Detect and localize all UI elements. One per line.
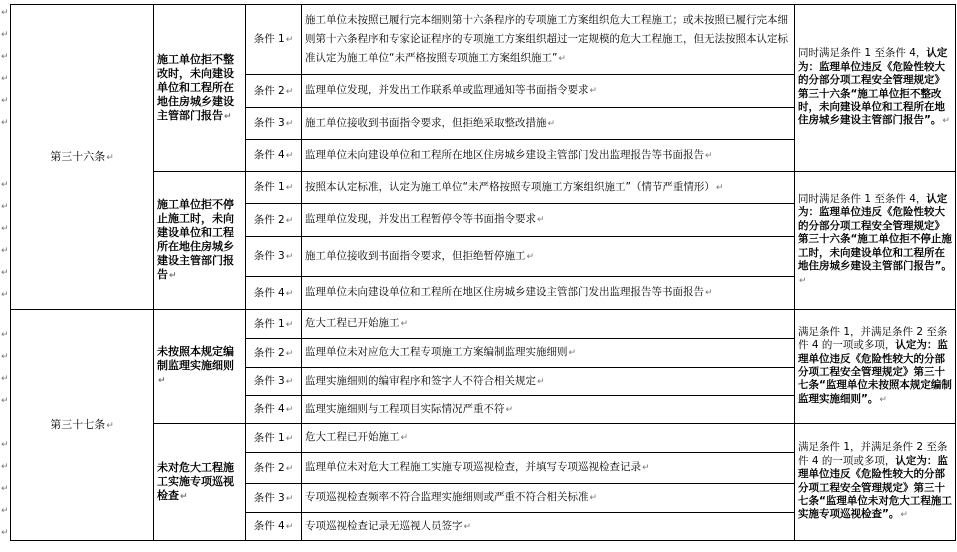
pilcrow-mark: ↵ bbox=[285, 433, 294, 444]
pilcrow-mark: ↵ bbox=[1, 268, 9, 278]
pilcrow-mark: ↵ bbox=[285, 86, 294, 97]
condition-label: 条件 3 bbox=[253, 250, 285, 262]
regulation-criteria-table bbox=[10, 4, 956, 541]
conclusion-cell bbox=[795, 310, 956, 424]
pilcrow-mark: ↵ bbox=[285, 348, 294, 359]
pilcrow-mark: ↵ bbox=[285, 252, 294, 262]
pilcrow-mark: ↵ bbox=[558, 53, 566, 64]
condition-text: 监理单位发现，并发出工程暂停令等书面指令要求 bbox=[305, 213, 536, 225]
condition-text-cell bbox=[302, 368, 795, 396]
condition-label-cell bbox=[246, 453, 302, 484]
conclusion-prefix: 满足条件 1，并满足条件 2 至条件 4 的一项或多项， bbox=[798, 325, 948, 352]
condition-text-cell bbox=[302, 140, 795, 172]
condition-label-cell bbox=[246, 140, 302, 172]
pilcrow-mark: ↵ bbox=[1, 484, 9, 494]
condition-label-cell bbox=[246, 513, 302, 541]
condition-text: 监理单位未对应危大工程专项施工方案编制监理实施细则 bbox=[305, 346, 568, 358]
pilcrow-mark: ↵ bbox=[1, 528, 9, 538]
pilcrow-mark: ↵ bbox=[285, 35, 294, 45]
pilcrow-mark: ↵ bbox=[589, 493, 598, 503]
pilcrow-mark: ↵ bbox=[400, 433, 409, 443]
pilcrow-mark: ↵ bbox=[1, 180, 9, 190]
pilcrow-mark: ↵ bbox=[285, 183, 294, 193]
pilcrow-mark: ↵ bbox=[285, 151, 294, 161]
condition-text-cell bbox=[302, 513, 795, 541]
condition-label: 条件 4 bbox=[253, 286, 285, 299]
condition-text-cell bbox=[302, 310, 795, 339]
condition-text: 监理实施细则与工程项目实际情况严重不符 bbox=[305, 402, 505, 415]
pilcrow-mark: ↵ bbox=[1, 374, 9, 384]
pilcrow-mark: ↵ bbox=[1, 30, 9, 40]
conclusion-statement: 认定为：监理单位违反《危险性较大的分部分项工程安全管理规定》第三十六条“施工单位拒不整改时，未向建设单位和工程所在地住房城乡建设主管部门报告”。 bbox=[798, 47, 948, 127]
pilcrow-mark: ↵ bbox=[106, 152, 114, 163]
article-label: 第三十六条 bbox=[50, 149, 106, 163]
pilcrow-mark: ↵ bbox=[106, 420, 114, 431]
pilcrow-mark: ↵ bbox=[1, 462, 9, 472]
condition-label-cell bbox=[246, 75, 302, 108]
pilcrow-mark: ↵ bbox=[705, 150, 713, 161]
condition-label: 条件 2 bbox=[253, 461, 285, 474]
pilcrow-mark: ↵ bbox=[285, 405, 294, 415]
condition-label-cell bbox=[246, 424, 302, 453]
pilcrow-mark: ↵ bbox=[526, 251, 535, 262]
condition-text-cell bbox=[302, 484, 795, 513]
condition-label: 条件 2 bbox=[253, 84, 285, 97]
conclusion-prefix: 同时满足条件 1 至条件 4， bbox=[798, 47, 927, 60]
pilcrow-mark: ↵ bbox=[1, 246, 9, 256]
pilcrow-mark: ↵ bbox=[799, 275, 807, 286]
condition-text-cell bbox=[302, 75, 795, 108]
pilcrow-mark: ↵ bbox=[285, 377, 294, 387]
topic-text: 未对危大工程施工实施专项巡视检查 bbox=[157, 460, 234, 502]
pilcrow-mark: ↵ bbox=[1, 202, 9, 212]
condition-text: 监理单位发现，并发出工作联系单或监理通知等书面指令要求 bbox=[305, 84, 589, 96]
conclusion-cell bbox=[795, 172, 956, 310]
topic-text: 施工单位拒不停止施工时，未向建设单位和工程所在地住房城乡建设主管部门报告 bbox=[157, 198, 234, 281]
pilcrow-mark: ↵ bbox=[715, 182, 724, 193]
pilcrow-mark: ↵ bbox=[285, 215, 294, 226]
pilcrow-mark: ↵ bbox=[463, 521, 472, 532]
table-row bbox=[11, 5, 956, 75]
pilcrow-mark: ↵ bbox=[180, 491, 188, 502]
pilcrow-mark: ↵ bbox=[642, 463, 650, 473]
conclusion-statement: 认定为：监理单位违反《危险性较大的分部分项工程安全管理规定》第三十七条“监理单位未按照本规定编制监理实施细则”。 bbox=[798, 339, 952, 405]
condition-label: 条件 4 bbox=[253, 403, 285, 415]
condition-text-cell bbox=[302, 277, 795, 310]
pilcrow-mark: ↵ bbox=[1, 8, 9, 18]
pilcrow-mark: ↵ bbox=[158, 376, 166, 386]
conclusion-prefix: 同时满足条件 1 至条件 4， bbox=[798, 193, 927, 206]
pilcrow-mark: ↵ bbox=[285, 319, 294, 330]
pilcrow-mark: ↵ bbox=[224, 111, 232, 122]
condition-label-cell bbox=[246, 172, 302, 204]
pilcrow-mark: ↵ bbox=[589, 86, 598, 96]
pilcrow-mark: ↵ bbox=[1, 330, 9, 340]
condition-text: 危大工程已开始施工 bbox=[305, 317, 400, 329]
pilcrow-mark: ↵ bbox=[285, 493, 294, 504]
condition-label: 条件 1 bbox=[253, 317, 285, 330]
pilcrow-mark: ↵ bbox=[1, 396, 9, 406]
condition-text-cell bbox=[302, 5, 795, 75]
condition-label: 条件 1 bbox=[253, 33, 285, 45]
pilcrow-mark: ↵ bbox=[1, 118, 9, 128]
pilcrow-mark: ↵ bbox=[568, 348, 577, 358]
condition-text-cell bbox=[302, 424, 795, 453]
pilcrow-mark: ↵ bbox=[547, 118, 556, 129]
condition-text: 监理实施细则的编审程序和签字人不符合相关规定 bbox=[305, 374, 536, 387]
condition-text-cell bbox=[302, 396, 795, 424]
pilcrow-mark: ↵ bbox=[879, 394, 887, 405]
pilcrow-mark: ↵ bbox=[1, 224, 9, 234]
condition-text-cell bbox=[302, 453, 795, 484]
topic-text: 未按照本规定编制监理实施细则 bbox=[157, 345, 234, 372]
pilcrow-mark: ↵ bbox=[942, 116, 950, 127]
condition-label-cell bbox=[246, 237, 302, 277]
article-cell bbox=[11, 5, 154, 310]
condition-label: 条件 1 bbox=[253, 431, 285, 444]
condition-label: 条件 3 bbox=[253, 375, 285, 387]
condition-text: 施工单位接收到书面指令要求，但拒绝暂停施工 bbox=[305, 249, 526, 262]
condition-text: 监理单位未对危大工程施工实施专项巡视检查，并填写专项巡视检查记录 bbox=[305, 461, 641, 473]
table-row bbox=[11, 310, 956, 339]
conclusion-statement: 认定为：监理单位违反《危险性较大的分部分项工程安全管理规定》第三十六条“施工单位拒不停止施工时，未向建设单位和工程所在地住房城乡建设主管部门报告”。 bbox=[798, 193, 952, 273]
condition-text: 专项巡视检查频率不符合监理实施细则或严重不符合相关标准 bbox=[305, 491, 589, 503]
conclusion-statement: 认定为：监理单位违反《危险性较大的分部分项工程安全管理规定》第三十七条“监理单位未对危大工程施工实施专项巡视检查”。 bbox=[798, 454, 952, 521]
pilcrow-mark: ↵ bbox=[285, 463, 294, 474]
condition-label-cell bbox=[246, 310, 302, 339]
pilcrow-mark: ↵ bbox=[705, 288, 713, 298]
topic-cell bbox=[154, 5, 246, 172]
pilcrow-mark: ↵ bbox=[537, 215, 545, 225]
condition-text: 专项巡视检查记录无巡视人员签字 bbox=[305, 519, 463, 532]
condition-label: 条件 1 bbox=[253, 181, 285, 193]
pilcrow-mark: ↵ bbox=[1, 506, 9, 516]
article-label: 第三十七条 bbox=[50, 417, 106, 431]
condition-text-cell bbox=[302, 339, 795, 368]
pilcrow-mark: ↵ bbox=[169, 271, 177, 281]
condition-text-cell bbox=[302, 204, 795, 237]
pilcrow-mark: ↵ bbox=[1, 52, 9, 62]
topic-cell bbox=[154, 172, 246, 310]
condition-text: 施工单位接收到书面指令要求，但拒绝采取整改措施 bbox=[305, 116, 547, 129]
condition-label-cell bbox=[246, 204, 302, 237]
condition-text: 监理单位未向建设单位和工程所在地区住房城乡建设主管部门发出监理报告等书面报告 bbox=[305, 286, 704, 298]
condition-label-cell bbox=[246, 339, 302, 368]
condition-label: 条件 3 bbox=[253, 491, 285, 504]
pilcrow-mark: ↵ bbox=[1, 290, 9, 300]
article-cell bbox=[11, 310, 154, 541]
pilcrow-mark: ↵ bbox=[537, 376, 545, 387]
conclusion-cell bbox=[795, 5, 956, 172]
condition-text: 施工单位未按照已履行完本细则第十六条程序的专项施工方案组织危大工程施工；或未按照已履行完本细则第十六条程序和专家论证程序的专项施工方案组织超过一定规模的危大工程施工，但无法按照本认定标准认定为施工单位“未严格按照专项施工方案组织施工” bbox=[305, 13, 788, 64]
pilcrow-mark: ↵ bbox=[285, 288, 294, 299]
condition-label: 条件 4 bbox=[253, 149, 285, 161]
condition-label: 条件 4 bbox=[253, 520, 285, 532]
pilcrow-mark: ↵ bbox=[285, 119, 294, 129]
pilcrow-mark: ↵ bbox=[1, 352, 9, 362]
pilcrow-mark: ↵ bbox=[1, 74, 9, 84]
condition-label: 条件 3 bbox=[253, 117, 285, 129]
left-margin-paragraph-marks bbox=[0, 0, 10, 552]
condition-text-cell bbox=[302, 237, 795, 277]
pilcrow-mark: ↵ bbox=[505, 404, 514, 415]
condition-label-cell bbox=[246, 396, 302, 424]
topic-cell bbox=[154, 310, 246, 424]
condition-text: 危大工程已开始施工 bbox=[305, 431, 400, 443]
conclusion-prefix: 满足条件 1，并满足条件 2 至条件 4 的一项或多项， bbox=[798, 441, 948, 467]
condition-text-cell bbox=[302, 172, 795, 204]
topic-cell bbox=[154, 424, 246, 541]
condition-label-cell bbox=[246, 108, 302, 140]
condition-text: 按照本认定标准，认定为施工单位“未严格按照专项施工方案组织施工”（情节严重情形） bbox=[305, 180, 715, 193]
condition-text: 监理单位未向建设单位和工程所在地区住房城乡建设主管部门发出监理报告等书面报告 bbox=[305, 148, 704, 161]
condition-text-cell bbox=[302, 108, 795, 140]
pilcrow-mark: ↵ bbox=[400, 319, 409, 329]
condition-label-cell bbox=[246, 368, 302, 396]
condition-label-cell bbox=[246, 277, 302, 310]
condition-label-cell bbox=[246, 484, 302, 513]
condition-label: 条件 2 bbox=[253, 213, 285, 226]
pilcrow-mark: ↵ bbox=[1, 440, 9, 450]
condition-label-cell bbox=[246, 5, 302, 75]
pilcrow-mark: ↵ bbox=[1, 96, 9, 106]
conclusion-cell bbox=[795, 424, 956, 541]
condition-label: 条件 2 bbox=[253, 346, 285, 359]
pilcrow-mark: ↵ bbox=[900, 510, 908, 521]
topic-text: 施工单位拒不整改时，未向建设单位和工程所在地住房城乡建设主管部门报告 bbox=[157, 52, 234, 122]
pilcrow-mark: ↵ bbox=[285, 522, 294, 532]
